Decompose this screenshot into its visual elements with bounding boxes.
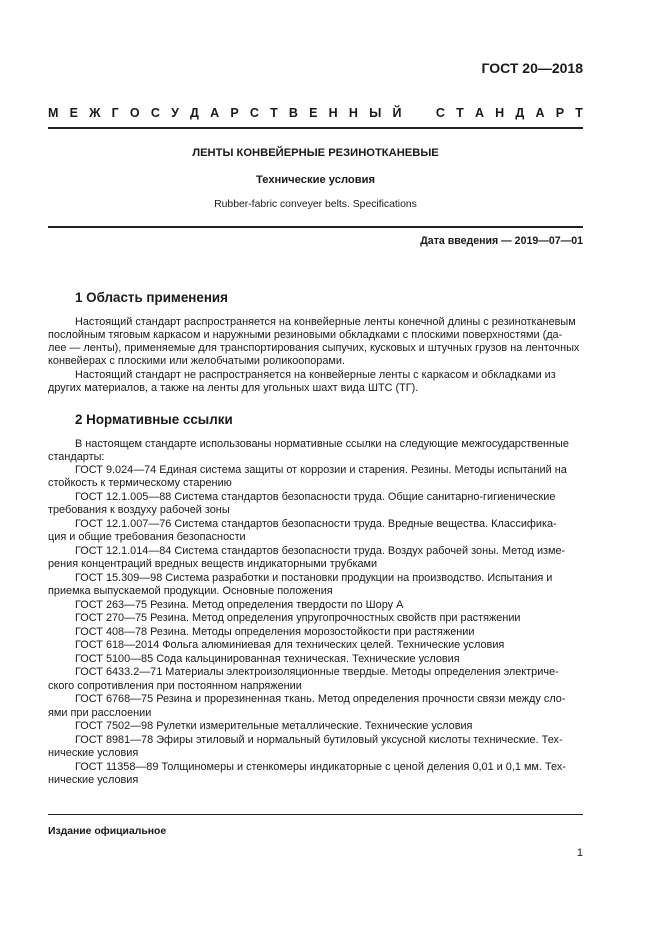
reference-line: ГОСТ 6768—75 Резина и прорезиненная ткань. Метод определения прочности связи между сло- [75,693,566,705]
heading-letter: Е [69,106,78,120]
heading-letter: Н [495,106,505,120]
edition-label: Издание официальное [48,826,167,837]
heading-letter: Е [309,106,318,120]
heading-letter: О [129,106,140,120]
reference-line: ГОСТ 11358—89 Толщиномеры и стенкомеры индикаторные с ценой деления 0,01 и 0,1 мм. Тех- [75,761,566,773]
heading-letter: А [535,106,545,120]
reference-line: ГОСТ 6433.2—71 Материалы электроизоляционные твердые. Методы определения электриче- [75,666,559,678]
reference-line: ция и общие требования безопасности [48,531,246,543]
heading-letter: А [210,106,220,120]
paragraph-line: стандарты: [48,451,105,463]
heading-letter: Т [575,106,583,120]
paragraph-line: лее — ленты), применяемые для транспортирования сыпучих, кусковых и штучных грузов на ленточных [48,342,580,354]
paragraph-line: послойным тяговым каркасом и наружными резиновыми обкладками с плоскими поверхностями (да- [48,329,563,341]
reference-line: стойкость к термическому старению [48,477,232,489]
reference-line: ГОСТ 12.1.007—76 Система стандартов безопасности труда. Вредные вещества. Классифика- [75,518,557,530]
reference-line: ГОСТ 263—75 Резина. Метод определения твердости по Шору А [75,599,404,611]
heading-letter: В [288,106,298,120]
reference-line: ГОСТ 618—2014 Фольга алюминиевая для технических целей. Технические условия [75,639,505,651]
heading-letter: Н [328,106,338,120]
document-title: ЛЕНТЫ КОНВЕЙЕРНЫЕ РЕЗИНОТКАНЕВЫЕ [192,147,439,159]
reference-line: требования к воздуху рабочей зоны [48,504,230,516]
title-rule [48,226,583,228]
heading-letter: С [150,106,160,120]
gost-number: ГОСТ 20—2018 [481,60,583,76]
reference-line: ями при расслоении [48,707,152,719]
reference-line: ГОСТ 12.1.014—84 Система стандартов безопасности труда. Воздух рабочей зоны. Метод изме- [75,545,566,557]
section-1-heading: 1 Область применения [75,290,228,305]
reference-line: нические условия [48,774,139,786]
reference-line: ГОСТ 12.1.005—88 Система стандартов безопасности труда. Общие санитарно-гигиенические [75,491,556,503]
reference-line: приемка выпускаемой продукции. Основные положения [48,585,333,597]
heading-letter: М [48,106,59,120]
footer-rule [48,814,583,815]
english-title: Rubber-fabric conveyer belts. Specifications [214,199,417,210]
reference-line: ГОСТ 15.309—98 Система разработки и постановки продукции на производство. Испытания и [75,572,553,584]
heading-letter: Д [515,106,525,120]
heading-letter: У [171,106,179,120]
heading-letter: Ж [89,106,101,120]
heading-letter: Н [348,106,358,120]
heading-letter: Д [190,106,199,120]
reference-line: ского сопротивления при постоянном напряжении [48,680,302,692]
reference-line: ГОСТ 270—75 Резина. Метод определения упругопрочностных свойств при растяжении [75,612,521,624]
heading-letter: С [435,106,445,120]
paragraph-line: других материалов, а также на ленты для угольных шахт вида ШТС (ТГ). [48,382,419,394]
page-number: 1 [576,847,583,859]
reference-line: нические условия [48,747,139,759]
heading-letter: Г [111,106,119,120]
introduction-date: Дата введения — 2019—07—01 [420,235,583,247]
heading-letter: Й [392,106,402,120]
reference-line: ГОСТ 8981—78 Эфиры этиловый и нормальный бутиловый уксусной кислоты технические. Тех- [75,734,563,746]
paragraph-line: Настоящий стандарт распространяется на конвейерные ленты конечной длины с резинотканевым [75,316,576,328]
reference-line: ГОСТ 5100—85 Сода кальцинированная техническая. Технические условия [75,653,460,665]
heading-letter: Р [230,106,239,120]
heading-letter: С [249,106,259,120]
paragraph-line: Настоящий стандарт не распространяется на конвейерные ленты с каркасом и обкладками из [75,369,556,381]
standard-type-heading [48,106,583,120]
paragraph-line: В настоящем стандарте использованы нормативные ссылки на следующие межгосударственные [75,438,569,450]
paragraph-line: конвейерах с плоскими или желобчатыми роликоопорами. [48,355,346,367]
reference-line: рения концентраций вредных веществ индикаторными трубками [48,558,378,570]
heading-letter: Р [555,106,565,120]
heading-letter: А [474,106,484,120]
heading-letter: Т [270,106,278,120]
heading-letter: Т [456,106,464,120]
top-rule [48,127,583,129]
document-subtitle: Технические условия [255,174,376,186]
heading-letter: Ы [369,106,382,120]
reference-line: ГОСТ 9.024—74 Единая система защиты от коррозии и старения. Резины. Методы испытаний на [75,464,567,476]
word-gap [413,106,425,120]
reference-line: ГОСТ 408—78 Резина. Методы определения морозостойкости при растяжении [75,626,475,638]
reference-line: ГОСТ 7502—98 Рулетки измерительные металлические. Технические условия [75,720,473,732]
section-2-heading: 2 Нормативные ссылки [75,412,233,427]
